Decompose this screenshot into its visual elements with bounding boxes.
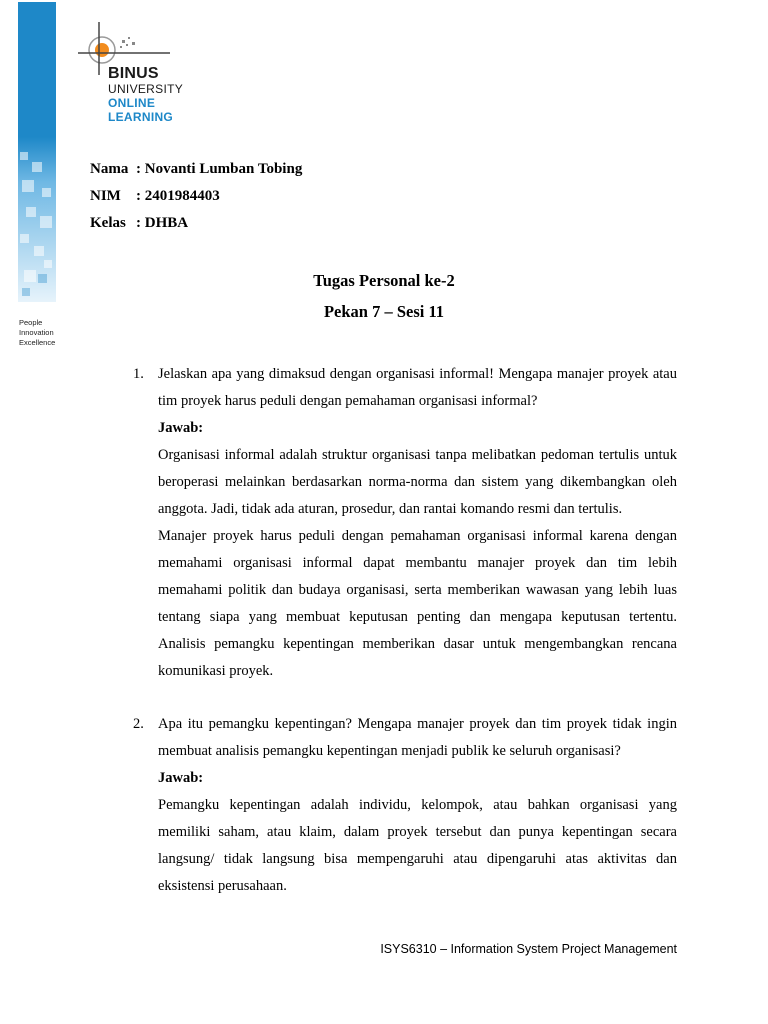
tagline-line: People xyxy=(19,318,43,327)
identity-label: NIM xyxy=(90,188,121,204)
identity-value: : DHBA xyxy=(136,215,189,231)
question-number: 2. xyxy=(133,716,144,732)
logo-university: UNIVERSITY xyxy=(108,82,184,96)
student-identity xyxy=(90,158,302,239)
question-number: 1. xyxy=(133,366,144,382)
side-tagline xyxy=(19,318,79,348)
answer-paragraph: Organisasi informal adalah struktur organisasi tanpa melibatkan pedoman tertulis untuk beroperasi melainkan berdasarkan norma-norma dan sistem yang dikembangkan oleh anggota. Jadi, tidak ada aturan, prosedur, dan rantai komando resmi dan tertulis. xyxy=(158,447,677,517)
question-item xyxy=(133,361,677,685)
identity-value: : Novanti Lumban Tobing xyxy=(136,161,303,177)
question-body xyxy=(158,711,677,900)
tagline-line: Innovation xyxy=(19,328,54,337)
logo-learning: LEARNING xyxy=(108,110,174,124)
question-text: Jelaskan apa yang dimaksud dengan organisasi informal! Mengapa manajer proyek atau tim proyek harus peduli dengan pemahaman organisasi informal? xyxy=(158,366,677,409)
answer-paragraph: Manajer proyek harus peduli dengan pemahaman organisasi informal karena dengan memahami organisasi informal dapat membantu manajer proyek dan tim lebih memahami politik dan budaya organisasi, serta memberikan wawasan yang lebih luas tentang siapa yang membuat keputusan penting dan mengapa keputusan tertentu. Analisis pemangku kepentingan memberikan dasar untuk mengembangkan rencana komunikasi proyek. xyxy=(158,528,677,679)
page-subtitle: Pekan 7 – Sesi 11 xyxy=(323,302,445,321)
tagline-line: Excellence xyxy=(19,338,56,347)
identity-row-nama xyxy=(90,158,302,185)
side-decorative-bar xyxy=(18,2,56,302)
binus-logo-text xyxy=(108,66,183,124)
identity-label: Nama xyxy=(90,161,129,177)
identity-row-kelas xyxy=(90,212,302,239)
question-body xyxy=(158,361,677,685)
answer-paragraph: Pemangku kepentingan adalah individu, kelompok, atau bahkan organisasi yang memiliki saham, atau klaim, dalam proyek tersebut dan punya kepentingan secara langsung/ tidak langsung bisa mempengaruhi atau dipengaruhi atas aktivitas dan eksistensi perusahaan. xyxy=(158,797,677,894)
page-title: Tugas Personal ke-2 xyxy=(313,271,455,290)
page-footer: ISYS6310 – Information System Project Management xyxy=(380,942,677,956)
identity-label: Kelas xyxy=(90,215,126,231)
identity-row-nim xyxy=(90,185,302,212)
logo-brand: BINUS xyxy=(108,65,159,82)
question-list xyxy=(133,361,677,900)
answer-label: Jawab: xyxy=(158,420,204,436)
answer-label: Jawab: xyxy=(158,770,204,786)
question-text: Apa itu pemangku kepentingan? Mengapa manajer proyek dan tim proyek tidak ingin membuat analisis pemangku kepentingan menjadi publik ke seluruh organisasi? xyxy=(158,716,677,759)
question-item xyxy=(133,711,677,900)
identity-value: : 2401984403 xyxy=(136,188,220,204)
logo-online: ONLINE xyxy=(108,96,156,110)
